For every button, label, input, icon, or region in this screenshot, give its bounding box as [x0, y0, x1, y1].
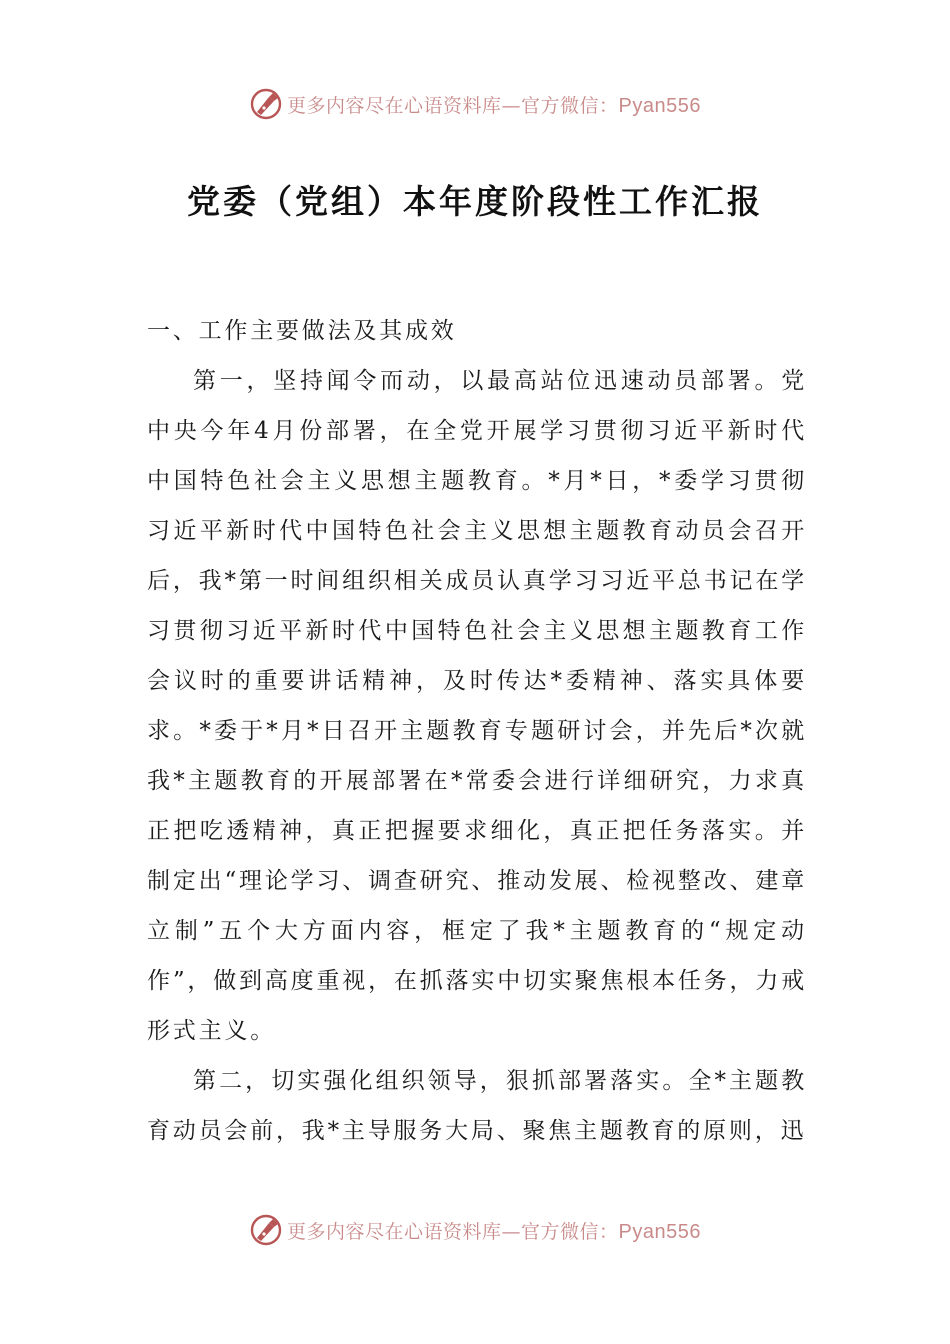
- document-title: 党委（党组）本年度阶段性工作汇报: [187, 182, 763, 221]
- header-banner-text: 更多内容尽在心语资料库—官方微信：Pyan556: [287, 94, 701, 117]
- pen-nib-logo-icon: [249, 87, 283, 121]
- pen-nib-logo-icon: [249, 1213, 283, 1247]
- footer-banner: [0, 1210, 950, 1250]
- section-heading: 一、工作主要做法及其成效: [147, 318, 457, 344]
- header-banner: [0, 84, 950, 124]
- paragraph-2: 第二，切实强化组织领导，狠抓部署落实。全*主题教育动员会前，我*主导服务大局、聚焦主题教育的原则，迅: [147, 1068, 807, 1144]
- document-body: [147, 306, 807, 1156]
- paragraph-1: 第一，坚持闻令而动，以最高站位迅速动员部署。党中央今年4月份部署，在全党开展学习贯彻习近平新时代中国特色社会主义思想主题教育。*月*日，*委学习贯彻习近平新时代中国特色社会主义思想主题教育动员会召开后，我*第一时间组织相关成员认真学习习近平总书记在学习贯彻习近平新时代中国特色社会主义思想主题教育工作会议时的重要讲话精神，及时传达*委精神、落实具体要求。*委于*月*日召开主题教育专题研讨会，并先后*次就我*主题教育的开展部署在*常委会进行详细研究，力求真正把吃透精神，真正把握要求细化，真正把任务落实。并制定出“理论学习、调查研究、推动发展、检视整改、建章立制”五个大方面内容，框定了我*主题教育的“规定动作”，做到高度重视，在抓落实中切实聚焦根本任务，力戒形式主义。: [147, 368, 807, 1044]
- footer-banner-text: 更多内容尽在心语资料库—官方微信：Pyan556: [287, 1220, 701, 1243]
